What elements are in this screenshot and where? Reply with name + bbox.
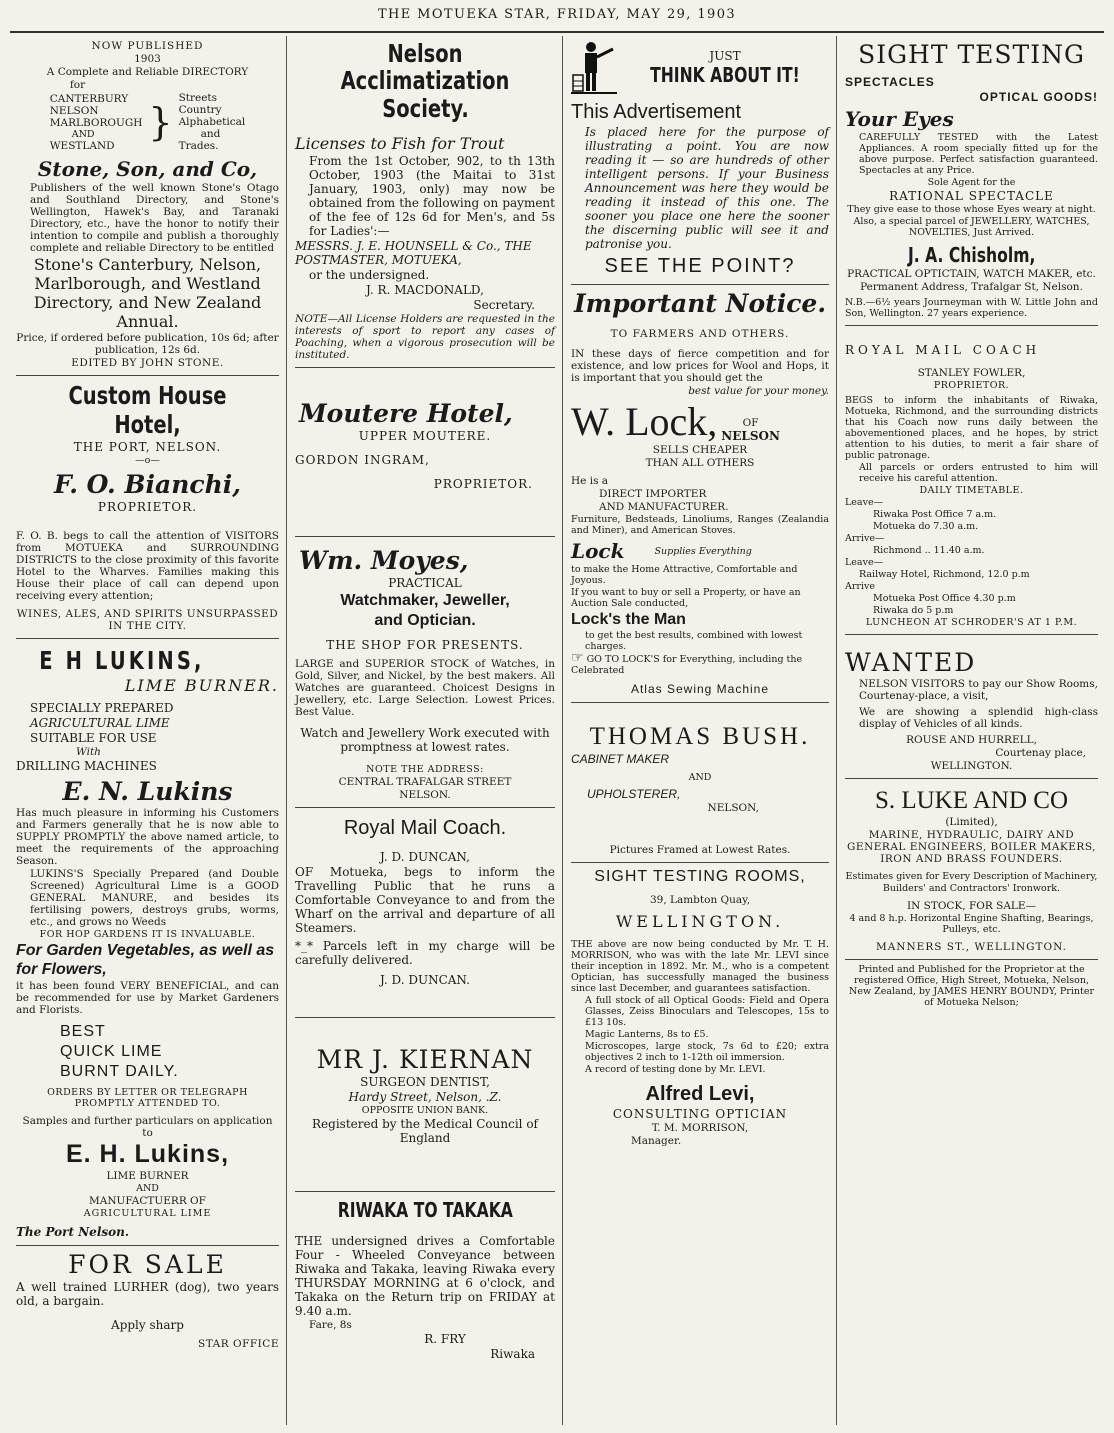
- moutere-role: PROPRIETOR.: [433, 477, 533, 491]
- think-body: Is placed here for the purpose of illustrating a point. You are now reading it — so are hundreds of other intelligent persons. If your Business Announcement was here they would be reading it instead of this one. The sooner you place one here the sooner the discerning public will see it and patronise you.: [585, 125, 829, 251]
- bush-trade-2: UPHOLSTERER,: [587, 787, 681, 801]
- sight-rooms-ad: [571, 863, 829, 1153]
- timetable-row: Motueka Post Office 4.30 p.m: [873, 593, 1016, 604]
- sight-eyes: Your Eyes: [845, 107, 954, 131]
- riwaka-place: Riwaka: [490, 1347, 535, 1361]
- lock-direct: DIRECT IMPORTER: [599, 488, 707, 500]
- lukins-agri: AGRICULTURAL LIME: [83, 1208, 212, 1219]
- moyes-repair: Watch and Jewellery Work executed with promptness at lowest rates.: [300, 726, 550, 754]
- lock-results: to get the best results, combined with lowest charges.: [585, 630, 803, 652]
- luke-builders: Builders' and Contractors' Ironwork.: [882, 883, 1061, 894]
- moutere-ad: [295, 368, 555, 537]
- column-1: [10, 36, 285, 1426]
- feature: Streets: [178, 92, 218, 104]
- bush-pictures: Pictures Framed at Lowest Rates.: [609, 844, 791, 856]
- sight-testing-ad: [845, 36, 1098, 326]
- lock-nelson: NELSON: [721, 429, 780, 443]
- wanted-name: ROUSE AND HURRELL,: [906, 734, 1037, 746]
- wanted-ad: [845, 635, 1098, 779]
- acclim-body: From the 1st October, 902, to th 13th October, 1903 (the Maitai to 31st January, 1903, only) may now be obtained from the following on payment of the fee of 12s 6d for Men's, and 5s for Ladies':—: [309, 154, 555, 238]
- lock-atlas: Atlas Sewing Machine: [630, 682, 770, 696]
- lukins-name-3: E. H. Lukins,: [65, 1140, 230, 1168]
- directory-complete: A Complete and Reliable DIRECTORY: [46, 66, 249, 78]
- for-sale-apply: Apply sharp: [111, 1318, 184, 1332]
- think-just: JUST: [709, 49, 741, 63]
- lukins-manu: MANUFACTUERR OF: [89, 1195, 206, 1207]
- chisholm-address: Permanent Address, Trafalgar St, Nelson.: [860, 281, 1083, 293]
- lock-manu: AND MANUFACTURER.: [599, 501, 729, 513]
- lukins-hop: FOR HOP GARDENS IT IS INVALUABLE.: [39, 929, 256, 940]
- lock-cheaper-1: SELLS CHEAPER: [652, 444, 748, 456]
- acclim-sig: J. R. MACDONALD,: [366, 283, 484, 297]
- directory-editor: EDITED BY JOHN STONE.: [71, 357, 224, 369]
- lukins-line: AGRICULTURAL LIME: [30, 716, 170, 730]
- feature: Alphabetical: [178, 116, 246, 128]
- lukins-line: DRILLING MACHINES: [16, 759, 157, 773]
- moyes-trade-2: and Optician.: [374, 612, 476, 629]
- sight-body: CAREFULLY TESTED with the Latest Appliances. A room specially fitted up for the above purpose. Perfect satisfaction guaranteed. Spectacles at any Price.: [859, 132, 1098, 176]
- timetable-row: Arrive: [845, 581, 875, 592]
- feature: Trades.: [178, 140, 219, 152]
- moyes-practical: PRACTICAL: [388, 576, 462, 590]
- directory-price: Price, if ordered before publication, 10s 6d; after publication, 12s 6d.: [16, 332, 279, 356]
- column-3: [565, 36, 835, 1426]
- acclim-sub: Licenses to Fish for Trout: [295, 134, 505, 153]
- lock-cheaper-2: THAN ALL OTHERS: [645, 457, 755, 469]
- for-sale-title: FOR SALE: [68, 1250, 227, 1279]
- moutere-place: UPPER MOUTERE.: [358, 429, 492, 443]
- moyes-address-1: CENTRAL TRAFALGAR STREET: [338, 776, 512, 788]
- masthead: THE MOTUEKA STAR, FRIDAY, MAY 29, 1903: [377, 7, 737, 22]
- timetable-row: Leave—: [845, 557, 884, 568]
- lock-word: Lock: [571, 539, 625, 563]
- wanted-city: WELLINGTON.: [930, 760, 1013, 772]
- lock-goods: Furniture, Bedsteads, Linoliums, Ranges (Zealandia and Miner), and American Stoves.: [571, 514, 829, 536]
- acclim-title-2: Society.: [381, 94, 469, 123]
- sight-rooms-stock: A full stock of all Optical Goods: Field and Opera Glasses, Zeiss Binoculars and Telescopes, 15s to £13 10s.: [585, 995, 829, 1028]
- sight-rooms-address: 39, Lambton Quay,: [649, 894, 751, 906]
- lock-man: Lock's the Man: [571, 611, 686, 628]
- wanted-body: NELSON VISITORS to pay our Show Rooms, Courtenay-place, a visit,: [859, 678, 1098, 702]
- bush-name: THOMAS BUSH.: [589, 723, 811, 750]
- hotel-place: THE PORT, NELSON.: [73, 440, 222, 454]
- moyes-name: Wm. Moyes,: [299, 546, 469, 575]
- levi-manager: T. M. MORRISON,: [651, 1122, 749, 1134]
- coach-timetable: DAILY TIMETABLE.: [919, 485, 1024, 496]
- directory-year: 1903: [134, 53, 161, 65]
- now-published: NOW PUBLISHED: [91, 40, 204, 52]
- royal-mail-parcels: *_* Parcels left in my charge will be carefully delivered.: [295, 939, 555, 967]
- royal-mail-sig: J. D. DUNCAN.: [380, 973, 470, 987]
- sight-rational: RATIONAL SPECTACLE: [889, 189, 1054, 203]
- kiernan-address: Hardy Street, Nelson, .Z.: [348, 1090, 502, 1104]
- lock-ad: [571, 285, 829, 703]
- lukins-trade-2: LIME BURNER: [106, 1170, 189, 1182]
- lukins-line: With: [76, 746, 101, 758]
- timetable-row: Richmond .. 11.40 a.m.: [873, 545, 985, 556]
- riwaka-body: THE undersigned drives a Comfortable Four - Wheeled Conveyance between Riwaka and Takaka, leaving Riwaka every THURSDAY MORNING at 6 o'clock, and Takaka on the Return trip on FRIDAY at 9.40 a.m.: [295, 1234, 555, 1318]
- sight-spectacles: SPECTACLES: [845, 75, 935, 89]
- for-sale-office: STAR OFFICE: [198, 1338, 279, 1350]
- lukins-line: SPECIALLY PREPARED: [30, 701, 174, 715]
- luke-address: MANNERS ST., WELLINGTON.: [875, 941, 1068, 953]
- levi-manager-role: Manager.: [631, 1135, 682, 1147]
- lukins-best: QUICK LIME: [60, 1043, 163, 1060]
- separator: —o—: [135, 455, 160, 466]
- coach-name: STANLEY FOWLER,: [917, 367, 1026, 379]
- masthead-rule: [10, 31, 1104, 33]
- notice-title: Important Notice.: [573, 289, 827, 318]
- region: NELSON: [49, 104, 99, 117]
- sight-rooms-record: A record of testing done by Mr. LEVI.: [585, 1064, 766, 1075]
- lock-name: W. Lock,: [571, 399, 718, 444]
- feature: Country: [178, 104, 222, 116]
- hotel-body: F. O. B. begs to call the attention of VISITORS from MOTUEKA and SURROUNDING DISTRICTS to the close proximity of this favorite Hotel to the Wharves. Families making this House their place of call can depend upon receiving every attention;: [16, 530, 279, 602]
- acclimatization-ad: [295, 36, 555, 368]
- acclim-sec: Secretary.: [473, 298, 535, 312]
- timetable-row: Riwaka Post Office 7 a.m.: [873, 509, 997, 520]
- hotel-wines: WINES, ALES, AND SPIRITS UNSURPASSED IN THE CITY.: [16, 608, 279, 632]
- coach-role: PROPRIETOR.: [933, 380, 1010, 391]
- sight-rooms-body: THE above are now being conducted by Mr. T. H. MORRISON, who was with the late Mr. LEVI since their inception in 1892. Mr. M., who is a competent Optician, has successfully managed the business since last December, and guarantees satisfaction.: [571, 939, 829, 994]
- lukins-orders: ORDERS BY LETTER OR TELEGRAPH PROMPTLY ATTENDED TO.: [47, 1087, 248, 1109]
- luke-name: S. LUKE AND CO: [874, 787, 1069, 814]
- imprint: [845, 960, 1098, 1014]
- bush-trade-1: CABINET MAKER: [571, 752, 670, 766]
- moyes-address-2: NELSON.: [399, 789, 451, 801]
- think-headline: THINK ABOUT IT!: [650, 63, 800, 87]
- lukins-body-2: LUKINS'S Specially Prepared (and Double Screened) Agricultural Lime is a GOOD GENERAL MANURE, and besides its fertilising powers, destroys grubs, worms, etc., and grows no Weeds: [30, 868, 279, 928]
- publisher-name: Stone, Son, and Co,: [37, 157, 258, 181]
- coach-body: BEGS to inform the inhabitants of Riwaka, Motueka, Richmond, and the surrounding districts that his Coach now runs daily between the abovementioned places, and he hopes, by strict attention to his duties, to merit a fair share of public patronage.: [845, 395, 1098, 461]
- moyes-note: NOTE THE ADDRESS:: [366, 764, 484, 775]
- lock-home: to make the Home Attractive, Comfortable and Joyous.: [571, 564, 798, 586]
- imprint-text: Printed and Published for the Proprietor at the registered Office, High Street, Motueka, Nelson, New Zealand, by JAMES HENRY BOUNDY, Printer of Motueka Nelson;: [849, 964, 1094, 1008]
- coach-title: ROYAL MAIL COACH: [845, 343, 1041, 357]
- riwaka-ad: [295, 1192, 555, 1367]
- column-4: [839, 36, 1104, 1426]
- acclim-agents: MESSRS. J. E. HOUNSELL & Co., THE POSTMASTER, MOTUEKA,: [295, 239, 532, 267]
- luke-limited: (Limited),: [945, 816, 998, 828]
- region: CANTERBURY: [49, 92, 129, 105]
- proprietor-name: F. O. Bianchi,: [54, 470, 241, 499]
- acclim-title: Nelson Acclimatization: [340, 39, 510, 95]
- lukins-name-2: E. N. Lukins: [62, 777, 233, 806]
- lukins-name: E H LUKINS,: [39, 646, 205, 675]
- for-sale-body: A well trained LURHER (dog), two years old, a bargain.: [16, 1280, 279, 1308]
- chisholm-role: PRACTICAL OPTICTAIN, WATCH MAKER, etc.: [847, 268, 1096, 280]
- lukins-garden: For Garden Vegetables, as well as for Flowers,: [16, 942, 275, 978]
- think-ad: [571, 36, 829, 285]
- wanted-showing: We are showing a splendid high-class display of Vehicles of all kinds.: [859, 706, 1098, 730]
- riwaka-fare: Fare, 8s: [309, 1319, 352, 1331]
- bush-and: AND: [688, 772, 712, 783]
- sight-rooms-micro: Microscopes, large stock, 7s 6d to £20; extra objectives 2 inch to 1-12th oil immersion.: [585, 1041, 829, 1063]
- royal-mail-body: OF Motueka, begs to inform the Travelling Public that he runs a Comfortable Conveyance to and from the Wharf on the arrival and departure of all Steamers.: [295, 865, 555, 935]
- kiernan-registered: Registered by the Medical Council of England: [312, 1117, 538, 1145]
- lukins-garden-rest: it has been found VERY BENEFICIAL, and can be recommended for use by Market Gardeners and Florists.: [16, 980, 279, 1016]
- lock-auction: If you want to buy or sell a Property, or have an Auction Sale conducted,: [571, 587, 801, 609]
- gentleman-figure-icon: [571, 39, 617, 97]
- chisholm-name: J. A. Chisholm,: [907, 243, 1036, 267]
- notice-body-italic: best value for your money.: [688, 385, 829, 397]
- lukins-port: The Port Nelson.: [16, 1225, 130, 1239]
- directory-ad: [16, 36, 279, 376]
- lukins-best: BURNT DAILY.: [60, 1063, 179, 1080]
- lukins-and: AND: [136, 1183, 159, 1194]
- lock-is-a: He is a: [571, 475, 609, 487]
- proprietor-role: PROPRIETOR.: [97, 500, 198, 514]
- luke-estimates: Estimates given for Every Description of Machinery,: [845, 871, 1098, 882]
- think-point: SEE THE POINT?: [604, 255, 796, 277]
- timetable-row: Riwaka do 5 p.m: [873, 605, 954, 616]
- directory-title: Stone's Canterbury, Nelson, Marlborough, and Westland Directory, and New Zealand Annual.: [33, 255, 262, 331]
- coach-luncheon: LUNCHEON AT SCHRODER'S AT 1 P.M.: [865, 617, 1078, 628]
- luke-stock: IN STOCK, FOR SALE—: [906, 900, 1037, 912]
- luke-trade: MARINE, HYDRAULIC, DAIRY AND GENERAL ENGINEERS, BOILER MAKERS, IRON AND BRASS FOUNDERS.: [847, 829, 1096, 865]
- wanted-address: Courtenay place,: [995, 747, 1086, 759]
- sight-ease: They give ease to those whose Eyes weary at night.: [847, 204, 1096, 215]
- feature: and: [200, 128, 221, 140]
- luke-ad: [845, 779, 1098, 960]
- kiernan-opposite: OPPOSITE UNION BANK.: [361, 1105, 489, 1116]
- lukins-best: BEST: [60, 1023, 106, 1040]
- chisholm-nb: N.B.—6½ years Journeyman with W. Little John and Son, Wellington. 27 years experience.: [845, 297, 1098, 319]
- moutere-name: Moutere Hotel,: [299, 399, 513, 428]
- timetable-row: Leave—: [845, 497, 884, 508]
- sight-rooms-title: SIGHT TESTING ROOMS,: [594, 868, 806, 885]
- sight-optical: OPTICAL GOODS!: [979, 90, 1098, 104]
- moyes-ad: [295, 537, 555, 808]
- bush-ad: [571, 703, 829, 863]
- riwaka-title: RIWAKA TO TAKAKA: [337, 1198, 513, 1222]
- coach-parcels: All parcels or orders entrusted to him will receive his careful attention.: [859, 462, 1098, 484]
- directory-for: for: [69, 79, 86, 91]
- brace-icon: }: [148, 100, 173, 144]
- timetable-row: Railway Hotel, Richmond, 12.0 p.m: [859, 569, 1030, 580]
- sight-also: Also, a special parcel of JEWELLERY, WATCHES, NOVELTIES, Just Arrived.: [853, 216, 1090, 238]
- hotel-name: Custom House Hotel,: [68, 381, 227, 439]
- lukins-ad: [16, 639, 279, 1246]
- column-rule-1: [286, 36, 287, 1425]
- sight-title: SIGHT TESTING: [858, 40, 1085, 69]
- moyes-shop: THE SHOP FOR PRESENTS.: [326, 638, 524, 652]
- royal-mail-title: Royal Mail Coach.: [343, 817, 507, 839]
- royal-mail-duncan-ad: [295, 808, 555, 1018]
- lukins-body-1: Has much pleasure in informing his Customers and Farmers generally that he is now able to SUPPLY PROMPTLY the above named article, to meet the requirements of the approaching Season.: [16, 807, 279, 867]
- levi-name: Alfred Levi,: [645, 1083, 755, 1105]
- sight-agent: Sole Agent for the: [927, 177, 1016, 188]
- riwaka-sig: R. FRY: [424, 1332, 466, 1346]
- acclim-or: or the undersigned.: [309, 268, 430, 282]
- wanted-title: WANTED: [845, 648, 977, 677]
- bush-place: NELSON,: [707, 802, 759, 814]
- levi-role: CONSULTING OPTICIAN: [612, 1107, 788, 1121]
- lock-of: OF: [742, 417, 759, 429]
- moutere-owner: GORDON INGRAM,: [295, 453, 430, 467]
- column-2: [289, 36, 561, 1426]
- kiernan-ad: [295, 1018, 555, 1192]
- timetable-row: Arrive—: [845, 533, 885, 544]
- sight-rooms-city: WELLINGTON.: [615, 912, 785, 931]
- pointing-hand-icon: ☞: [571, 650, 584, 666]
- directory-body: Publishers of the well known Stone's Otago and Southland Directory, and Stone's Wellington, Hawek's Bay, and Taranaki Directory, etc., have the honor to notify their intention to compile and publish a thoroughly complete and reliable Directory to be entitled: [30, 182, 279, 254]
- lukins-line: SUITABLE FOR USE: [30, 731, 157, 745]
- kiernan-trade: SURGEON DENTIST,: [360, 1075, 490, 1089]
- region: WESTLAND: [49, 139, 115, 152]
- moyes-body: LARGE and SUPERIOR STOCK of Watches, in Gold, Silver, and Nickel, by the best makers. All Watches are guaranteed. Choicest Designs in Jewellery, etc. Large Selection. Lowest Prices. Best Value.: [295, 658, 555, 718]
- royal-mail-name: J. D. DUNCAN,: [380, 850, 470, 864]
- think-title: This Advertisement: [571, 101, 742, 123]
- acclim-note: NOTE—All License Holders are requested in the interests of sport to report any cases of Poaching, when a vigorous prosecution will be instituted.: [295, 313, 555, 361]
- moyes-trade-1: Watchmaker, Jeweller,: [340, 592, 510, 609]
- column-rule-2: [562, 36, 563, 1425]
- notice-to: TO FARMERS AND OTHERS.: [610, 328, 790, 340]
- kiernan-name: MR J. KIERNAN: [316, 1045, 534, 1074]
- timetable-row: Motueka do 7.30 a.m.: [873, 521, 979, 532]
- region: AND: [71, 128, 95, 140]
- directory-regions: [16, 92, 279, 152]
- lock-goto: GO TO LOCK'S for Everything, including the Celebrated: [571, 654, 803, 676]
- lock-supplies: Supplies Everything: [654, 546, 752, 557]
- lukins-trade: LIME BURNER.: [124, 676, 279, 695]
- column-rule-3: [836, 36, 837, 1425]
- sight-rooms-lanterns: Magic Lanterns, 8s to £5.: [585, 1029, 709, 1040]
- for-sale-ad: [16, 1246, 279, 1356]
- lukins-samples: Samples and further particulars on application to: [22, 1115, 273, 1139]
- region: MARLBOROUGH: [49, 116, 143, 129]
- royal-mail-coach-ad: [845, 326, 1098, 635]
- custom-house-ad: [16, 376, 279, 639]
- luke-items: 4 and 8 h.p. Horizontal Engine Shafting, Bearings, Pulleys, etc.: [849, 913, 1094, 935]
- notice-body: IN these days of fierce competition and for existence, and low prices for Wool and Hops, it is important that you should get the: [571, 348, 829, 384]
